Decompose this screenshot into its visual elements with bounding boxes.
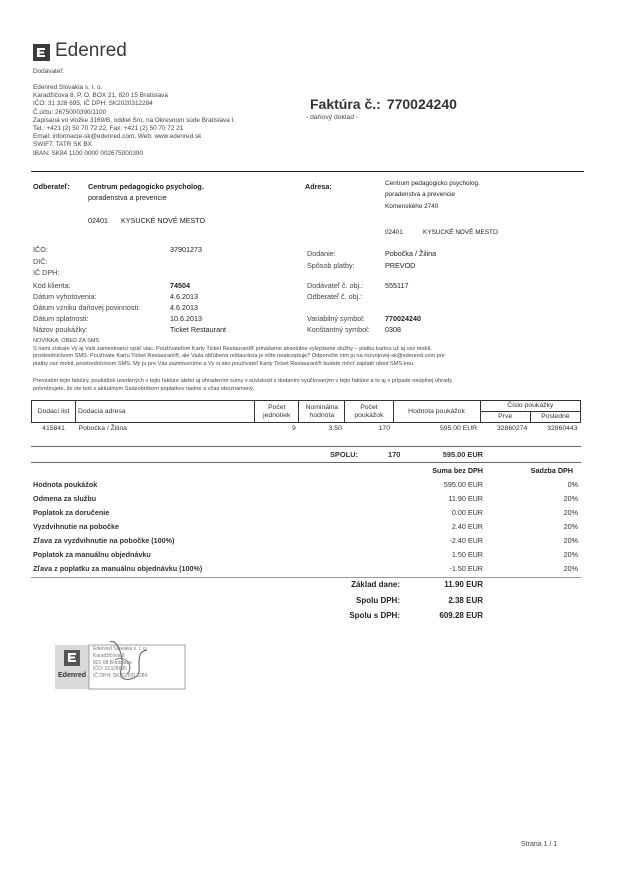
notice-line: prostredníctvom SMS. Používate Kartu Ticket Restaurant®, ale Vaša obľúbená reštaurácia je ešte neakceptuje? Odporučte ním ju na rozvojovej-sk@edenred.com pre (33, 353, 445, 360)
col-last: Posledné (530, 412, 580, 423)
address-line-1: Centrum pedagogicko psycholog. (385, 180, 480, 187)
detail-label: Dodávateľ č. obj.: (307, 281, 364, 290)
invoice-number: 770024240 (386, 96, 457, 112)
col-vouchers: Počet poukážok (345, 401, 393, 423)
cell-units: 9 (292, 425, 296, 432)
cell-value: 595.00 EUR (440, 425, 478, 432)
address-label: Adresa: (305, 182, 332, 191)
fee-label: Zľava za vyzdvihnutie na pobočke (100%) (33, 536, 175, 545)
fee-rate: 20% (563, 550, 578, 559)
detail-label: Dátum vyhotovenia: (33, 292, 97, 301)
company-stamp (55, 640, 190, 695)
fee-label: Odmena za službu (33, 494, 97, 503)
fee-label: Zľava z poplatku za manuálnu objednávku (100%) (33, 564, 203, 573)
stamp-line: Karadžičova 8 (93, 652, 125, 659)
header-divider (31, 171, 584, 172)
stamp-line: IČO: 31328695 (93, 666, 127, 673)
detail-label: Dátum splatnosti: (33, 314, 89, 323)
fee-label: Hodnota poukážok (33, 480, 98, 489)
col-nominal: Nominálna hodnota (299, 401, 345, 423)
notice-heading: NOVINKA: OBED ZA SMS (33, 338, 100, 344)
cell-first: 32860274 (496, 425, 528, 432)
grand-total-label: Spolu s DPH: (349, 611, 400, 620)
customer-name: Centrum pedagogicko psycholog. (88, 182, 204, 191)
detail-label: Kód klienta: (33, 281, 71, 290)
fees-header-sum: Suma bez DPH (432, 466, 483, 475)
fee-row (33, 508, 578, 518)
address-city: KYSUCKÉ NOVÉ MESTO (423, 229, 498, 236)
supplier-line: Zapísaná vo vložke 3169/B, oddiel Sro, na Okresnom súde Bratislava I. (33, 116, 236, 124)
notice-line: platby cez mobil, prostredníctvom SMS. My ju pre Vás zazmluvníme a Vy si ako používateľ Karty Ticket Restaurant® budete môcť zaplatiť obed SMS-kou. (33, 360, 415, 367)
sum-label: SPOLU: (330, 450, 358, 459)
table-header-row (32, 401, 581, 412)
table-row (32, 423, 581, 436)
address-zip: 02401 (385, 229, 403, 236)
sum-divider (31, 462, 581, 463)
cell-delivery-note: 415841 (42, 425, 65, 432)
fee-amount: -2.40 EUR (449, 536, 483, 545)
address-line-3: Komenského 2740 (385, 203, 439, 210)
invoice-subtitle: - daňový doklad - (306, 114, 359, 121)
terms-line: potvrdzujete, že ste boli s aktuálnym Sadzobníkom poplatkov riadne a včas oboznámený. (33, 385, 255, 392)
tax-date: 4.6.2013 (170, 303, 198, 312)
fee-rate: 0% (567, 480, 578, 489)
fee-rate: 20% (563, 522, 578, 531)
brand-name: Edenred (55, 40, 127, 61)
supplier-line: SWIFT: TATR SK BX (33, 141, 92, 149)
stamp-text (93, 646, 147, 680)
col-voucher-number: Číslo poukážky (480, 401, 580, 412)
fee-rate: 20% (563, 494, 578, 503)
fee-label: Vyzdvihnutie na pobočke (33, 522, 119, 531)
tax-base-value: 11.90 EUR (444, 580, 483, 589)
col-delivery-note: Dodací list (32, 401, 76, 423)
vat-total-label: Spolu DPH: (356, 596, 400, 605)
col-units: Počet jednotiek (255, 401, 299, 423)
detail-label: Odberateľ č. obj.: (307, 292, 363, 301)
col-delivery-address: Dodacia adresa (76, 401, 255, 423)
customer-label: Odberateľ: (33, 182, 70, 191)
sum-value: 595.00 EUR (442, 450, 483, 459)
fee-amount: 1.50 EUR (451, 550, 483, 559)
ico-label: IČO: (33, 245, 48, 254)
grand-total-value: 609.28 EUR (439, 611, 483, 620)
sum-vouchers: 170 (388, 450, 401, 459)
stamp-line: IČ DPH: SK2020312284 (93, 673, 148, 680)
notice-block (33, 338, 583, 368)
supplier-order-no: 555117 (385, 281, 409, 290)
constant-symbol: 0308 (385, 325, 401, 334)
fee-amount: -1.50 EUR (449, 564, 483, 573)
customer-city: KYSUCKÉ NOVÉ MESTO (121, 216, 206, 225)
cell-delivery-address: Pobočka / Žilina (78, 425, 127, 432)
stamp-brand: Edenred (58, 672, 87, 679)
customer-name-2: poradenstva a prevencie (88, 193, 167, 202)
supplier-block (33, 84, 235, 158)
stamp-line: 821 08 Bratislava (93, 659, 132, 666)
fee-rate: 20% (563, 508, 578, 517)
payment-method-value: PREVOD (385, 261, 416, 270)
variable-symbol: 770024240 (385, 314, 421, 323)
detail-label: Názov poukážky: (33, 325, 88, 334)
fee-amount: 11.90 EUR (448, 494, 483, 503)
fees-header-rate: Sadzba DPH (530, 466, 573, 475)
invoice-title-label: Faktúra č.: (310, 96, 381, 112)
fee-row (33, 522, 578, 532)
supplier-line: Tel.: +421 (2) 50 70 72 22, Fax: +421 (2) 50 70 72 21 (33, 125, 184, 133)
col-first: Prvé (480, 412, 530, 423)
vat-total-value: 2.38 EUR (448, 596, 483, 605)
fee-amount: 595.00 EUR (443, 480, 483, 489)
fee-row (33, 550, 578, 560)
fees-divider (31, 577, 581, 578)
fee-rate: 20% (563, 536, 578, 545)
fee-label: Poplatok za doručenie (33, 508, 110, 517)
supplier-line: Email: informacie-sk@edenred.com, Web: www.edenred.sk (33, 133, 202, 141)
cell-last: 32860443 (547, 425, 578, 432)
table-divider (31, 446, 581, 447)
invoice-title (310, 96, 457, 112)
fee-row (33, 494, 578, 504)
address-line-2: poradenstva a prevencie (385, 191, 455, 198)
fee-amount: 2.40 EUR (451, 522, 483, 531)
delivery-value: Pobočka / Žilina (385, 249, 437, 258)
dic-label: DIČ: (33, 257, 48, 266)
fee-label: Poplatok za manuálnu objednávku (33, 550, 151, 559)
supplier-label: Dodávateľ: (33, 68, 64, 75)
supplier-line: IČO: 31 328 695, IČ DPH: SK2020312284 (33, 100, 153, 108)
fee-row (33, 536, 578, 546)
customer-zip: 02401 (88, 216, 108, 225)
icdph-label: IČ DPH: (33, 268, 60, 277)
supplier-line: Karadžičova 8, P. O. BOX 21, 820 15 Bratislava (33, 92, 168, 100)
fee-row (33, 480, 578, 490)
col-value: Hodnota poukážok (393, 401, 480, 423)
terms-block (33, 378, 583, 393)
fee-rate: 20% (563, 564, 578, 573)
fee-amount: 0.00 EUR (451, 508, 483, 517)
payment-method-label: Spôsob platby: (307, 261, 355, 270)
delivery-label: Dodanie: (307, 249, 336, 258)
cell-vouchers: 170 (378, 425, 390, 432)
detail-label: Variabilný symbol: (307, 314, 365, 323)
due-date: 10.6.2013 (170, 314, 202, 323)
ico-value: 37901273 (170, 245, 202, 254)
supplier-line: Č.účtu: 2675000390/1100 (33, 108, 107, 116)
terms-line: Prevzatím tejto faktúry, poukážok uvedených v tejto faktúre alebo aj uhradením sumy v súvislosti s dodaním vyúčtovaným v tejto faktúre a to aj v prípade neúplnej úhrady (33, 378, 453, 384)
tax-base-label: Základ dane: (351, 580, 400, 589)
detail-label: Konštantný symbol: (307, 325, 370, 334)
edenred-logo-icon (33, 44, 50, 61)
items-table (31, 400, 581, 435)
page-number: Strana 1 / 1 (521, 841, 558, 848)
notice-line: S nami získate Vy aj Vaši zamestnanci opäť viac. Používateľom Karty Ticket Restaurant® prinášame absolútne vylepšenie služby – platbu kartou už aj cez mobil, (33, 345, 432, 352)
fee-row (33, 564, 578, 574)
detail-label: Dátum vzniku daňovej povinnosti: (33, 303, 141, 312)
supplier-line: IBAN: SK84 1100 0000 002675000390 (33, 149, 144, 157)
voucher-name: Ticket Restaurant (170, 325, 227, 334)
cell-nominal: 3.50 (328, 425, 342, 432)
stamp-line: Edenred Slovakia s. r. o. (93, 646, 148, 652)
issue-date: 4.6.2013 (170, 292, 198, 301)
supplier-line: Edenred Slovakia s. r. o. (33, 84, 103, 91)
client-code: 74504 (170, 281, 190, 290)
